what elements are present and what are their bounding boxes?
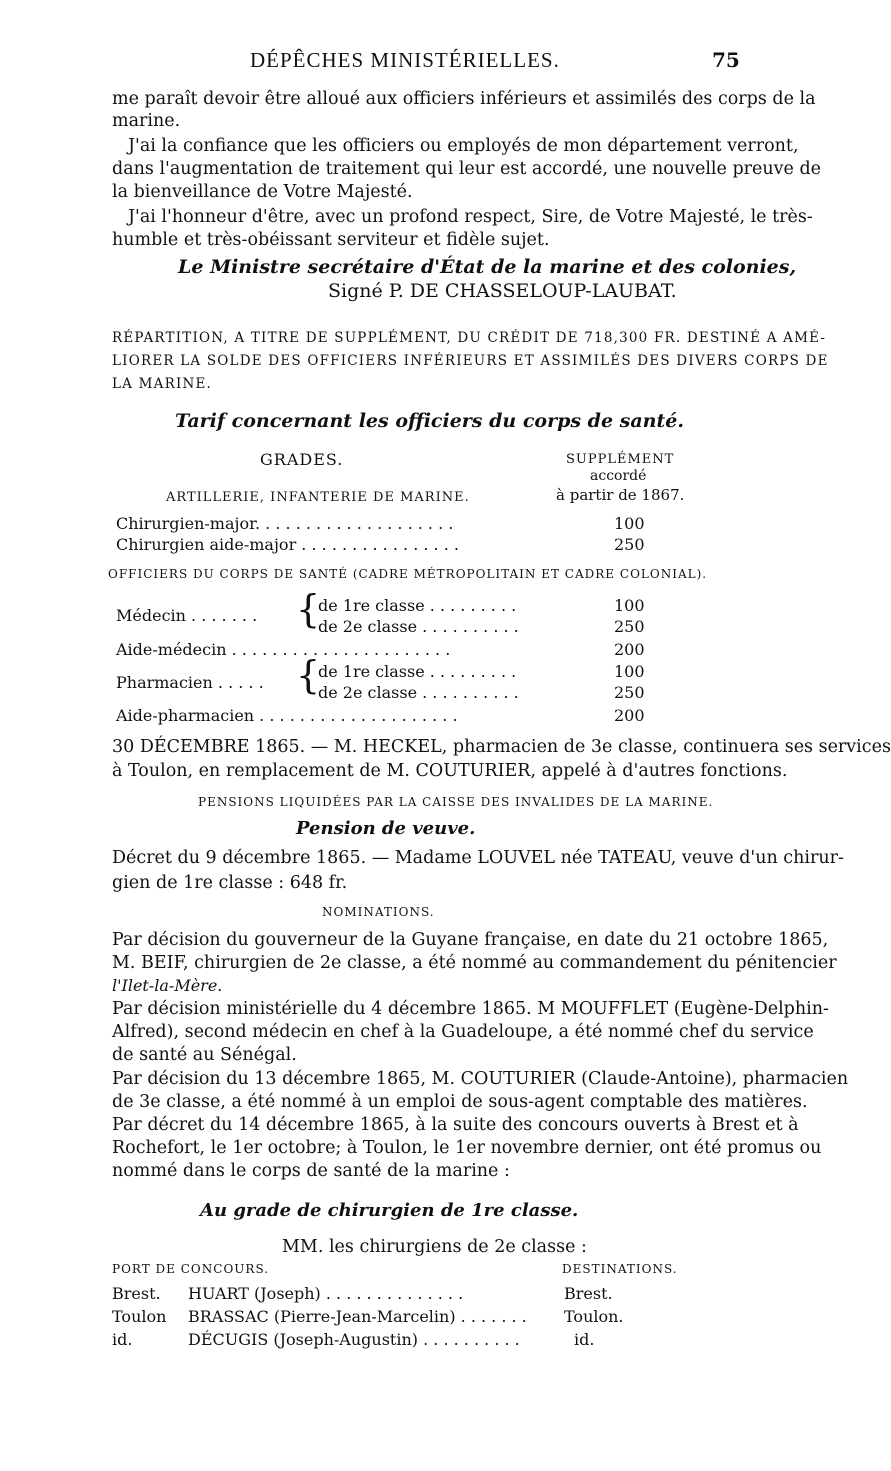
- pension-line-2: gien de 1re classe : 648 fr.: [112, 873, 348, 893]
- section-officiers: OFFICIERS DU CORPS DE SANTÉ (CADRE MÉTROPOLITAIN ET CADRE COLONIAL).: [108, 567, 708, 581]
- col-grades: GRADES.: [260, 450, 344, 469]
- medecin-2-value: 250: [614, 617, 645, 636]
- leader-dots: . . . . . . . . .: [424, 596, 517, 615]
- candidate-name: DÉCUGIS (Joseph-Augustin): [188, 1330, 419, 1349]
- intro-line-2: marine.: [112, 111, 181, 131]
- repartition-line-3: LA MARINE.: [112, 376, 213, 392]
- row-chirurgien-aide-major: [116, 535, 459, 554]
- pension-line-1: Décret du 9 décembre 1865. — Madame LOUVEL née TATEAU, veuve d'un chirur-: [112, 848, 844, 868]
- grade-title: Au grade de chirurgien de 1re classe.: [200, 1200, 579, 1221]
- brace-pharmacien: {: [296, 653, 321, 697]
- running-header: DÉPÊCHES MINISTÉRIELLES.: [250, 48, 560, 72]
- candidate-name: BRASSAC (Pierre-Jean-Marcelin): [188, 1307, 456, 1326]
- heckel-line-2: à Toulon, en remplacement de M. COUTURIER, appelé à d'autres fonctions.: [112, 761, 788, 781]
- medecin-label: [116, 606, 257, 625]
- nomination-3-line-1: Par décision du 13 décembre 1865, M. COUTURIER (Claude-Antoine), pharmacien: [112, 1069, 849, 1089]
- row-chirurgien-major: [116, 514, 453, 533]
- aide-pharmacien-value: 200: [614, 706, 645, 725]
- minister-signature: Signé P. DE CHASSELOUP-LAUBAT.: [328, 280, 677, 302]
- nomination-1-line-3: l'Ilet-la-Mère.: [112, 976, 223, 995]
- leader-dots: . . . . .: [212, 673, 264, 692]
- dest-brest: Brest.: [564, 1284, 613, 1303]
- confidence-line-3: la bienveillance de Votre Majesté.: [112, 182, 413, 202]
- pharmacien-text: Pharmacien: [116, 673, 213, 692]
- leader-dots: . . . . . . . . . . . . . . . . . . . . . .: [226, 640, 451, 659]
- pharmacien-1-value: 100: [614, 662, 645, 681]
- row-label: Chirurgien-major: [116, 514, 255, 533]
- col-destinations: DESTINATIONS.: [562, 1262, 678, 1276]
- medecin-1-value: 100: [614, 596, 645, 615]
- col-accorde: accordé: [590, 468, 647, 484]
- row-value: 100: [614, 514, 645, 533]
- row-value: 250: [614, 535, 645, 554]
- confidence-line-2: dans l'augmentation de traitement qui leur est accordé, une nouvelle preuve de: [112, 159, 821, 179]
- honor-line-1: J'ai l'honneur d'être, avec un profond respect, Sire, de Votre Majesté, le très-: [128, 207, 813, 227]
- nomination-2-line-3: de santé au Sénégal.: [112, 1045, 297, 1065]
- pharmacien-1-row: [318, 662, 516, 681]
- leader-dots: . . . . . . . . . .: [418, 1330, 520, 1349]
- minister-title: Le Ministre secrétaire d'État de la marine et des colonies,: [178, 256, 797, 278]
- pharmacien-label: [116, 673, 264, 692]
- leader-dots: . . . . . . .: [455, 1307, 527, 1326]
- medecin-1-label: de 1re classe: [318, 596, 425, 615]
- pharmacien-2-label: de 2e classe: [318, 683, 418, 702]
- medecin-2-label: de 2e classe: [318, 617, 418, 636]
- medecin-text: Médecin: [116, 606, 186, 625]
- pharmacien-2-value: 250: [614, 683, 645, 702]
- name-huart: [188, 1284, 463, 1303]
- leader-dots: . . . . . . . . . . . . . . . . . . . .: [254, 706, 458, 725]
- nomination-1-line-1: Par décision du gouverneur de la Guyane française, en date du 21 octobre 1865,: [112, 930, 829, 950]
- name-brassac: [188, 1307, 527, 1326]
- leader-dots: . . . . . . . . . . . . . . . . . . . .: [255, 514, 454, 533]
- honor-line-2: humble et très-obéissant serviteur et fidèle sujet.: [112, 230, 550, 250]
- aide-medecin-row: [116, 640, 450, 659]
- dest-toulon: Toulon.: [564, 1307, 624, 1326]
- aide-medecin-label: Aide-médecin: [116, 640, 227, 659]
- name-decugis: [188, 1330, 520, 1349]
- repartition-line-1: RÉPARTITION, A TITRE DE SUPPLÉMENT, DU CRÉDIT DE 718,300 FR. DESTINÉ A AMÉ-: [112, 330, 827, 346]
- pharmacien-2-row: [318, 683, 519, 702]
- row-label: Chirurgien aide-major: [116, 535, 297, 554]
- intro-line-1: me paraît devoir être alloué aux officiers inférieurs et assimilés des corps de la: [112, 89, 816, 109]
- aide-pharmacien-row: [116, 706, 458, 725]
- heckel-line-1: 30 DÉCEMBRE 1865. — M. HECKEL, pharmacien de 3e classe, continuera ses services: [112, 737, 891, 757]
- port-toulon: Toulon: [112, 1307, 167, 1326]
- nomination-4-line-2: Rochefort, le 1er octobre; à Toulon, le 1er novembre dernier, ont été promus ou: [112, 1138, 822, 1158]
- leader-dots: . . . . . . . . . .: [417, 683, 519, 702]
- medecin-1-row: [318, 596, 516, 615]
- nomination-1-line-2: M. BEIF, chirurgien de 2e classe, a été nommé au commandement du pénitencier: [112, 953, 837, 973]
- port-id: id.: [112, 1330, 133, 1349]
- leader-dots: . . . . . . . . . .: [417, 617, 519, 636]
- aide-pharmacien-label: Aide-pharmacien: [116, 706, 255, 725]
- nomination-4-line-3: nommé dans le corps de santé de la marine :: [112, 1161, 510, 1181]
- pensions-heading: PENSIONS LIQUIDÉES PAR LA CAISSE DES INVALIDES DE LA MARINE.: [198, 795, 714, 809]
- brace-medecin: {: [296, 587, 321, 631]
- medecin-2-row: [318, 617, 519, 636]
- nomination-2-line-2: Alfred), second médecin en chef à la Guadeloupe, a été nommé chef du service: [112, 1022, 814, 1042]
- candidate-name: HUART (Joseph): [188, 1284, 321, 1303]
- nominations-heading: NOMINATIONS.: [322, 905, 435, 919]
- col-port-concours: PORT DE CONCOURS.: [112, 1262, 270, 1276]
- leader-dots: . . . . . . . . . . . . . .: [320, 1284, 464, 1303]
- repartition-line-2: LIORER LA SOLDE DES OFFICIERS INFÉRIEURS ET ASSIMILÉS DES DIVERS CORPS DE: [112, 353, 829, 369]
- leader-dots: . . . . . . . . . . . . . . . .: [296, 535, 459, 554]
- pharmacien-1-label: de 1re classe: [318, 662, 425, 681]
- tarif-title: Tarif concernant les officiers du corps de santé.: [175, 410, 684, 432]
- nomination-3-line-2: de 3e classe, a été nommé à un emploi de sous-agent comptable des matières.: [112, 1092, 808, 1112]
- nomination-2-line-1: Par décision ministérielle du 4 décembre 1865. M MOUFFLET (Eugène-Delphin-: [112, 999, 829, 1019]
- aide-medecin-value: 200: [614, 640, 645, 659]
- section-artillerie: ARTILLERIE, INFANTERIE DE MARINE.: [166, 490, 470, 505]
- port-brest: Brest.: [112, 1284, 161, 1303]
- page-number: 75: [712, 48, 740, 72]
- col-partir: à partir de 1867.: [556, 486, 685, 504]
- leader-dots: . . . . . . . . .: [424, 662, 517, 681]
- nomination-4-line-1: Par décret du 14 décembre 1865, à la suite des concours ouverts à Brest et à: [112, 1115, 799, 1135]
- confidence-line-1: J'ai la confiance que les officiers ou employés de mon département verront,: [128, 136, 799, 156]
- col-supplement: SUPPLÉMENT: [566, 452, 675, 467]
- leader-dots: . . . . . . .: [185, 606, 258, 625]
- grade-intro: MM. les chirurgiens de 2e classe :: [282, 1237, 587, 1257]
- dest-id: id.: [574, 1330, 595, 1349]
- pension-veuve-title: Pension de veuve.: [296, 818, 476, 839]
